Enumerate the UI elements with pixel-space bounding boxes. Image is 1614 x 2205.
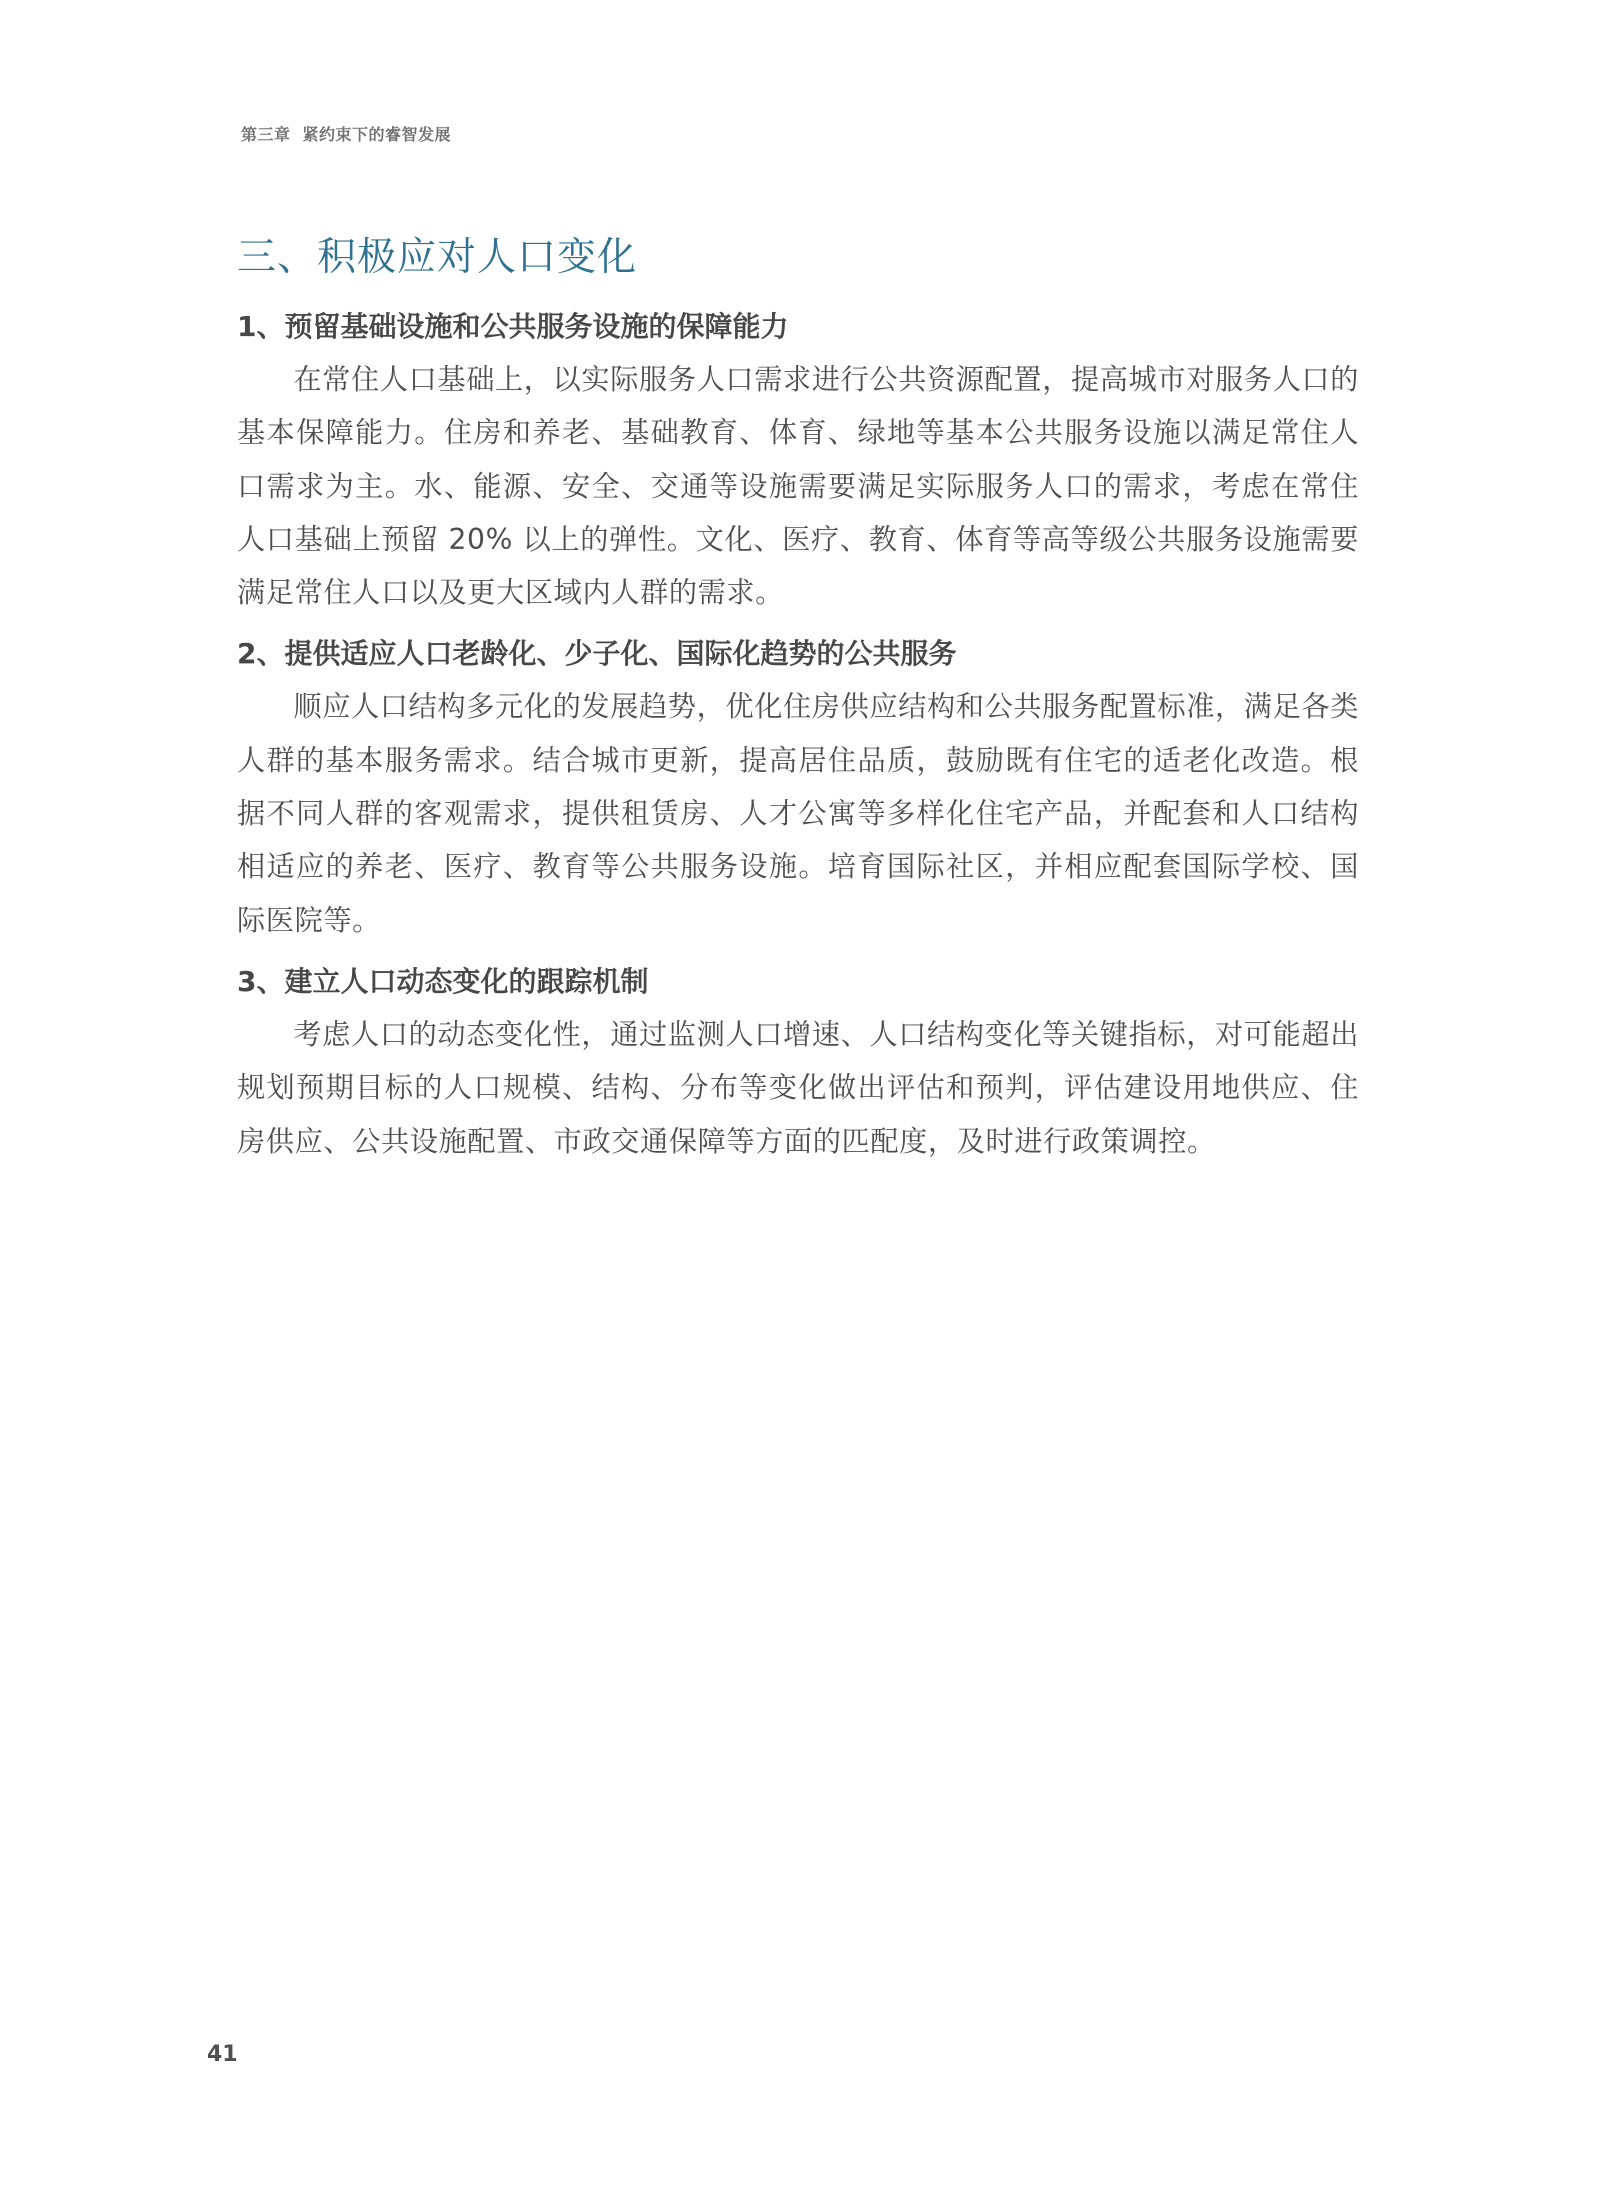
subsection-population-tracking bbox=[237, 955, 1359, 1168]
page-content bbox=[237, 228, 1359, 1168]
subsection-infrastructure-capacity bbox=[237, 300, 1359, 619]
running-header bbox=[241, 122, 451, 145]
subsection-body: 在常住人口基础上，以实际服务人口需求进行公共资源配置，提高城市对服务人口的基本保障能力。住房和养老、基础教育、体育、绿地等基本公共服务设施以满足常住人口需求为主。水、能源、安全、交通等设施需要满足实际服务人口的需求，考虑在常住人口基础上预留 20% 以上的弹性。文化、医疗、教育、体育等高等级公共服务设施需要满足常住人口以及更大区域内人群的需求。 bbox=[237, 363, 1359, 610]
section-title: 三、积极应对人口变化 bbox=[237, 235, 638, 280]
subsection-heading: 3、建立人口动态变化的跟踪机制 bbox=[237, 964, 649, 998]
subsection-demographic-services bbox=[237, 627, 1359, 946]
running-header-title: 紧约束下的睿智发展 bbox=[302, 125, 452, 144]
subsection-body: 顺应人口结构多元化的发展趋势，优化住房供应结构和公共服务配置标准，满足各类人群的基本服务需求。结合城市更新，提高居住品质，鼓励既有住宅的适老化改造。根据不同人群的客观需求，提供租赁房、人才公寓等多样化住宅产品，并配套和人口结构相适应的养老、医疗、教育等公共服务设施。培育国际社区，并相应配套国际学校、国际医院等。 bbox=[237, 690, 1359, 937]
subsection-heading: 2、提供适应人口老龄化、少子化、国际化趋势的公共服务 bbox=[237, 637, 957, 671]
running-header-chapter: 第三章 bbox=[241, 125, 291, 144]
subsection-body: 考虑人口的动态变化性，通过监测人口增速、人口结构变化等关键指标，对可能超出规划预期目标的人口规模、结构、分布等变化做出评估和预判，评估建设用地供应、住房供应、公共设施配置、市政交通保障等方面的匹配度，及时进行政策调控。 bbox=[237, 1017, 1359, 1158]
subsection-heading: 1、预留基础设施和公共服务设施的保障能力 bbox=[237, 310, 789, 343]
page-number: 41 bbox=[207, 2042, 238, 2067]
